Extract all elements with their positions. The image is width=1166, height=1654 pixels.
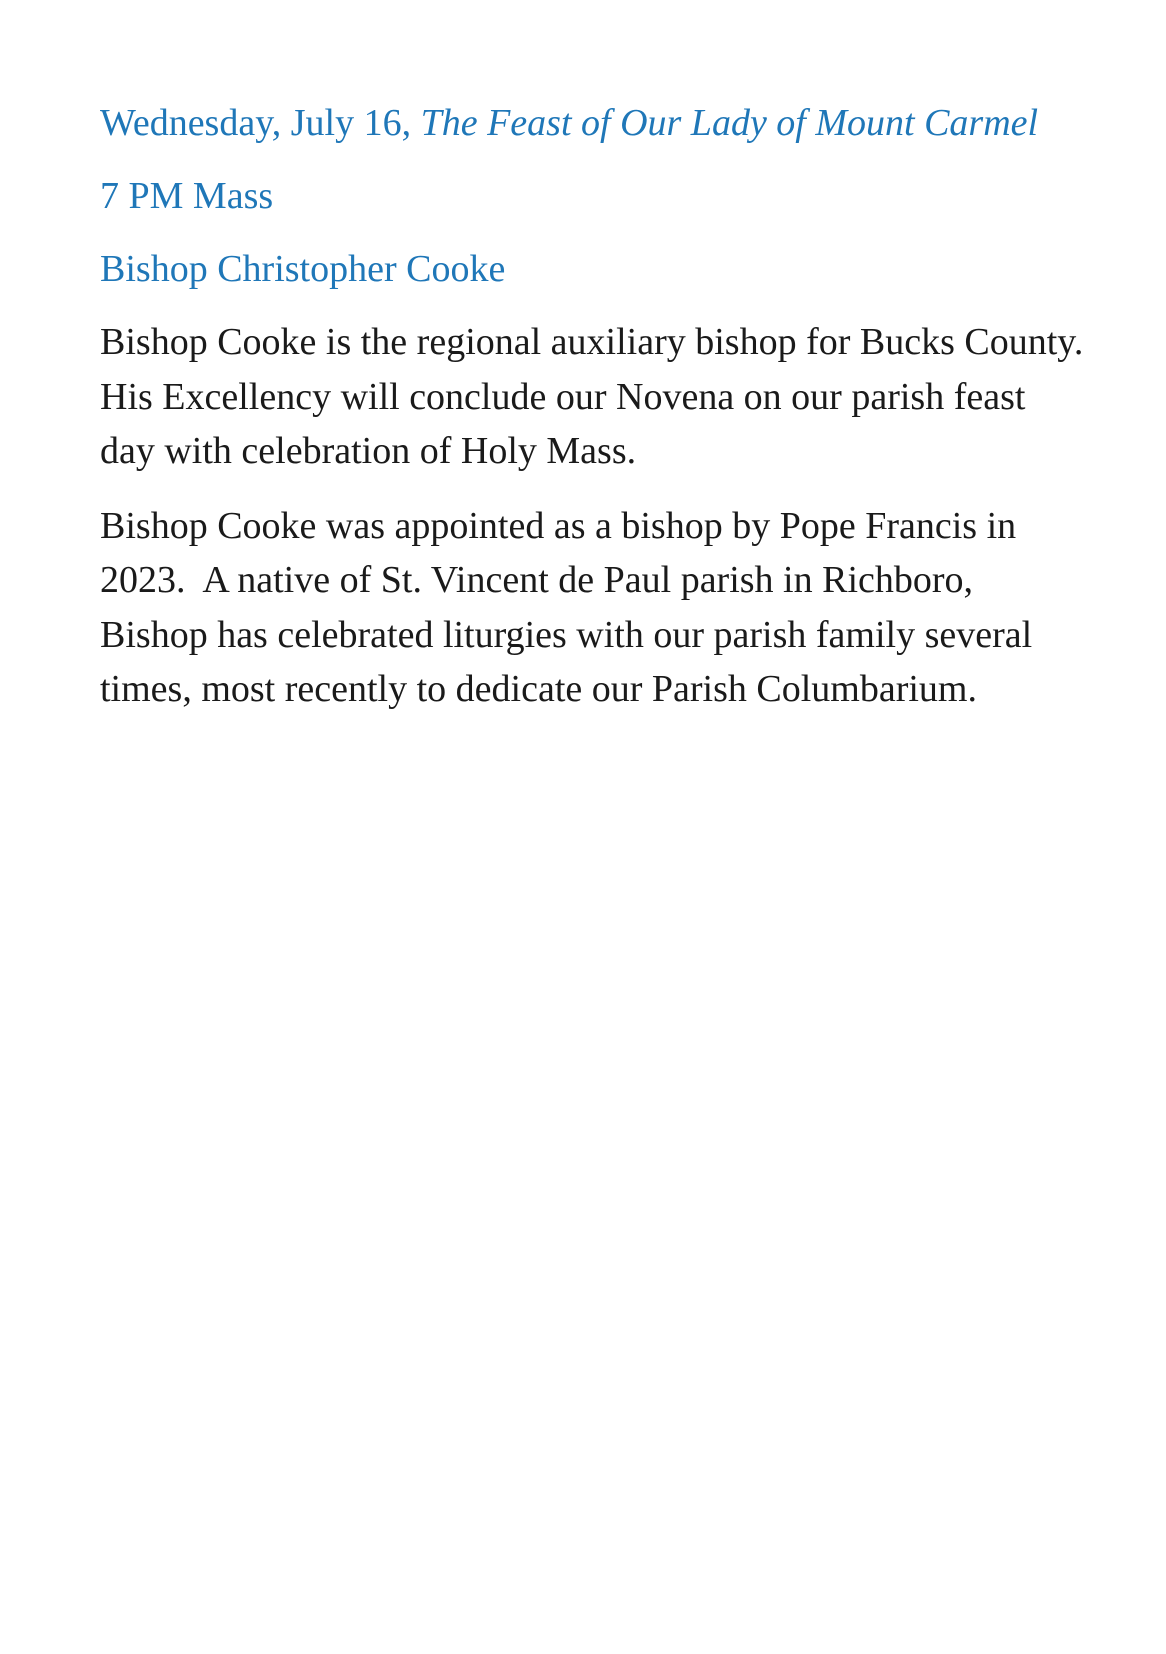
paragraph-biography: Bishop Cooke was appointed as a bishop by Pope Francis in 2023. A native of St. Vincent de Paul parish in Richboro, Bishop has celebrated liturgies with our parish family several times, most recently to dedicate our Parish Columbarium. <box>100 504 1042 710</box>
event-date: Wednesday, July 16, <box>100 102 412 144</box>
celebrant-name: Bishop Christopher Cooke <box>100 248 506 290</box>
event-heading <box>100 96 1085 151</box>
feast-name: The Feast of Our Lady of Mount Carmel <box>420 102 1039 144</box>
mass-time: 7 PM Mass <box>100 175 274 217</box>
paragraph-role: Bishop Cooke is the regional auxiliary bishop for Bucks County. His Excellency will conclude our Novena on our parish feast day with celebration of Holy Mass. <box>100 321 1103 472</box>
page-content <box>100 96 1103 737</box>
